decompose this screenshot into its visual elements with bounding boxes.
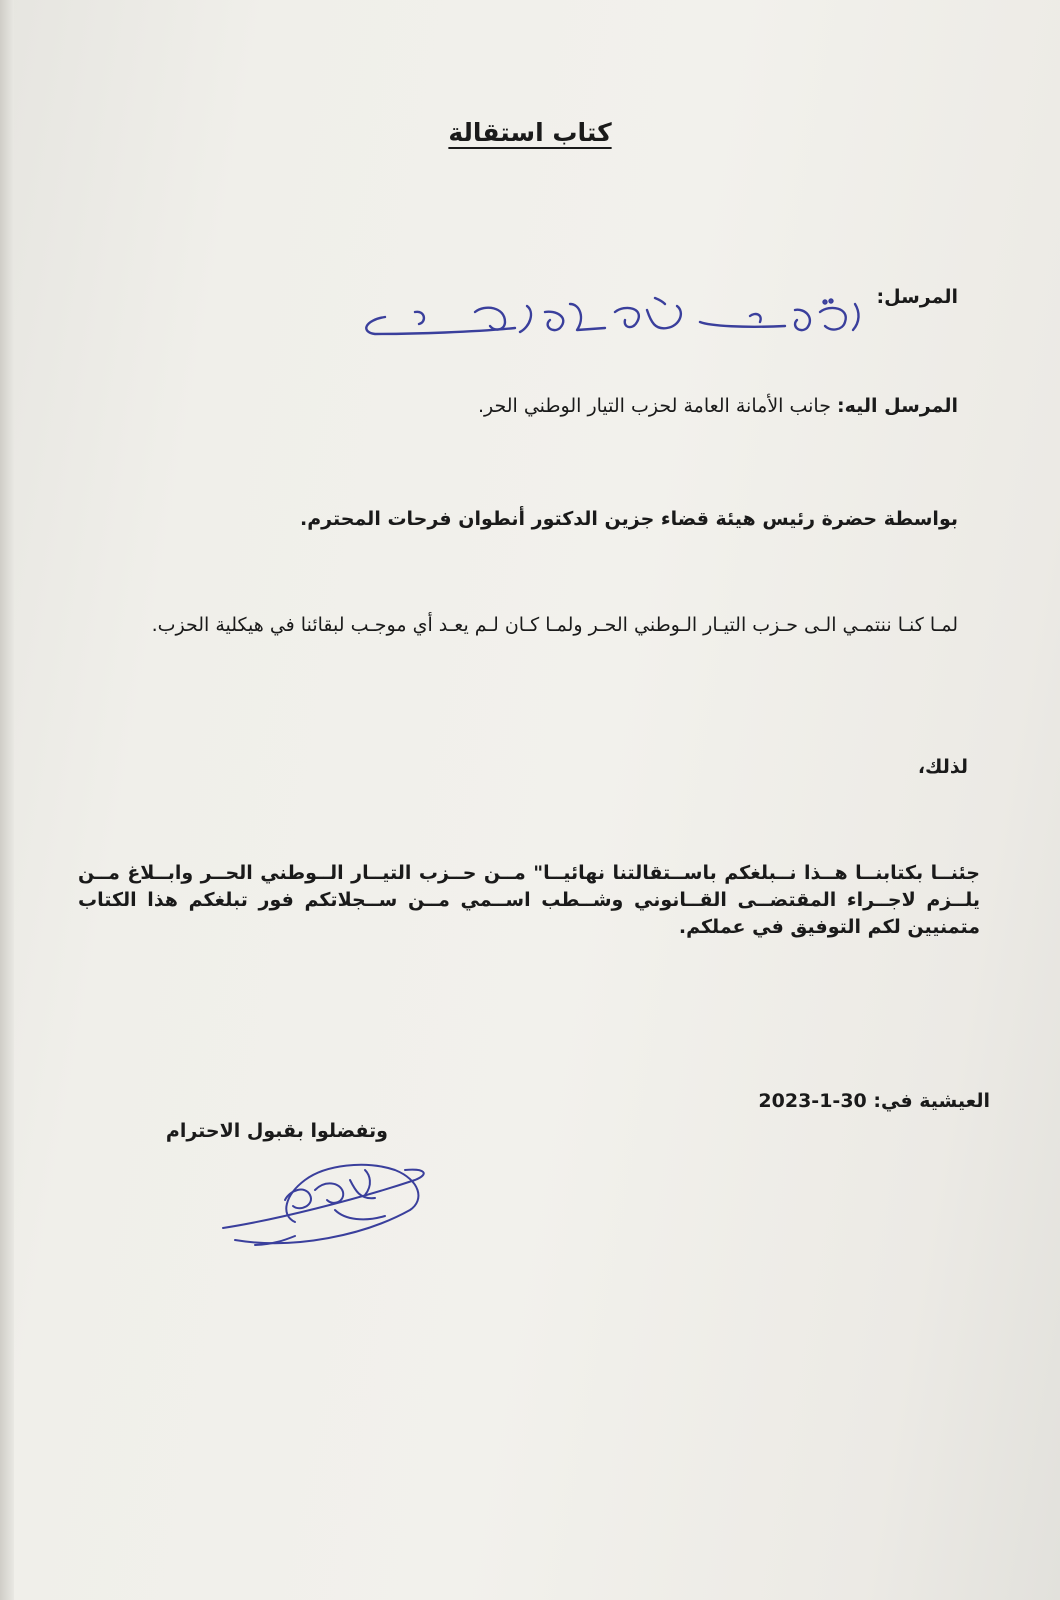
closing-line: وتفضلوا بقبول الاحترام <box>165 1120 388 1142</box>
recipient-line <box>478 395 958 417</box>
title-text: كتاب استقالة <box>448 118 612 147</box>
paragraph-resignation: جئنــا بكتابنــا هــذا نــبلغكم باســتقالتنا نهائيــا" مــن حــزب التيــار الــوطني الحــر وابــلاغ مــن يلــزم لاجــراء المقتضــى القــانوني وشــطب اســمي مــن ســجلاتكم فور تبلغكم هذا الكتاب متمنيين لكم التوفيق في عملكم. <box>78 862 980 938</box>
document-title <box>0 118 1060 147</box>
sender-handwritten-name <box>355 282 885 352</box>
sender-label: المرسل: <box>876 286 958 308</box>
recipient-label: المرسل اليه: <box>837 395 958 417</box>
paragraph-membership: لمـا كنـا ننتمـي الـى حـزب التيـار الـوطني الحـر ولمـا كـان لـم يعـد أي موجـب لبقائنا في هيكلية الحزب. <box>151 614 958 636</box>
via-line: بواسطة حضرة رئيس هيئة قضاء جزين الدكتور أنطوان فرحات المحترم. <box>300 508 958 530</box>
page-fold-shadow <box>0 0 14 1600</box>
place-date-line: العيشية في: 30-1-2023 <box>758 1090 990 1112</box>
recipient-value: جانب الأمانة العامة لحزب التيار الوطني الحر. <box>477 395 831 417</box>
signature <box>215 1140 440 1260</box>
therefore-line: لذلك، <box>917 756 968 778</box>
